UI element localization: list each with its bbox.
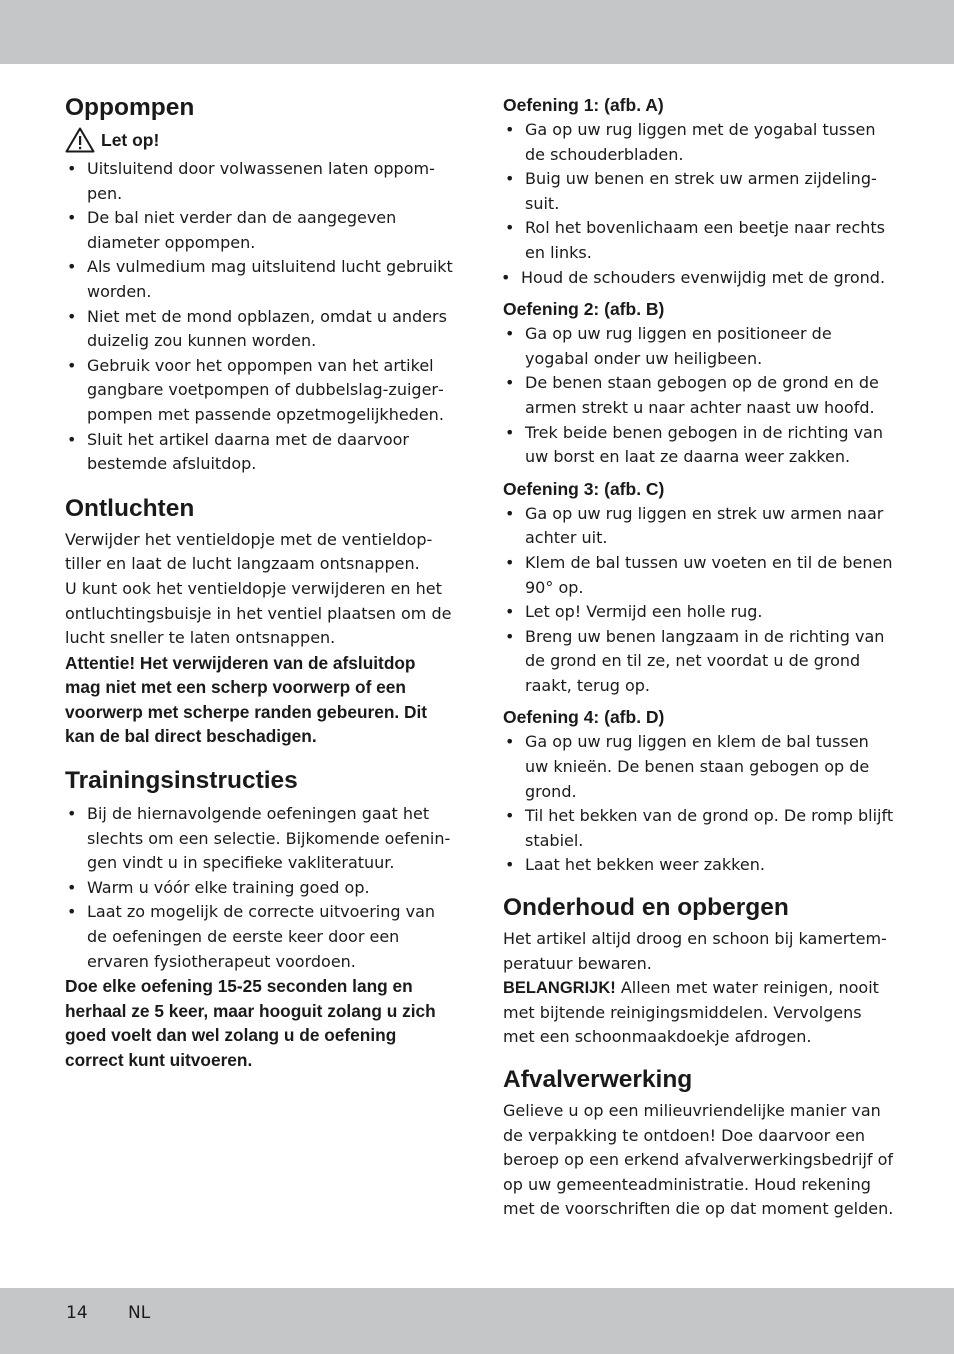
section-title-ontluchten: Ontluchten [65, 494, 195, 522]
warning-label: Let op! [101, 129, 160, 150]
onderhoud-text: Alleen met water reinigen, nooit met bijtende reinigingsmiddelen. Vervolgens met een schoonmaakdoekje afdrogen. [503, 978, 879, 1047]
exercise-3-title: Oefening 3: (afb. C) [503, 478, 665, 499]
language-code: NL [128, 1303, 151, 1323]
ontluchten-paragraph-1: Verwijder het ventieldopje met de ventieldoptiller en laat de lucht langzaam ontsnappen. [65, 529, 433, 574]
page-number: 14 [66, 1303, 88, 1323]
training-list [65, 802, 455, 974]
list-item: • Ga op uw rug liggen en strek uw armen naar achter uit. [503, 502, 895, 551]
exercise-4-list [503, 730, 895, 878]
list-item: • Uitsluitend door volwassenen laten oppompen. [65, 157, 455, 206]
section-title-onderhoud: Onderhoud en opbergen [503, 894, 789, 922]
warning-notice [65, 127, 455, 153]
afval-paragraph: Gelieve u op een milieuvriendelijke manier van de verpakking te ontdoen! Doe daarvoor een beroep op een erkend afvalverwerkingsbedrijf of op uw gemeenteadministratie. Houd rekening met de voorschriften die op dat moment gelden. [503, 1101, 894, 1219]
header-band [0, 0, 954, 64]
list-item: • Houd de schouders evenwijdig met de grond. [503, 266, 895, 291]
section-title-afval: Afvalverwerking [503, 1066, 693, 1093]
list-item: • De bal niet verder dan de aangegeven diameter oppompen. [65, 206, 455, 255]
list-item: • De benen staan gebogen op de grond en de armen strekt u naar achter naast uw hoofd. [503, 371, 895, 420]
ontluchten-paragraph-2: U kunt ook het ventieldopje verwijderen en het ontluchtingsbuisje in het ventiel plaatsen om de lucht sneller te laten ontsnappen. [65, 578, 452, 648]
exercise-2-title: Oefening 2: (afb. B) [503, 299, 665, 320]
attention-paragraph: Attentie! Het verwijderen van de afsluitdop mag niet met een scherp voorwerp of een voorwerp met scherpe randen gebeuren. Dit kan de bal direct beschadigen. [65, 652, 428, 747]
list-item: • Buig uw benen en strek uw armen zijdelingsuit. [503, 167, 895, 216]
list-item: • Ga op uw rug liggen met de yogabal tussen de schouderbladen. [503, 118, 895, 167]
list-item: • Gebruik voor het oppompen van het artikel gangbare voetpompen of dubbelslag-zuigerpompen met passende opzetmogelijkheden. [65, 354, 455, 428]
exercise-2-list [503, 322, 895, 470]
list-item: • Ga op uw rug liggen en klem de bal tussen uw knieën. De benen staan gebogen op de grond. [503, 730, 895, 804]
list-item: • Klem de bal tussen uw voeten en til de benen 90° op. [503, 551, 895, 600]
training-note: Doe elke oefening 15-25 seconden lang en herhaal ze 5 keer, maar hooguit zolang u zich goed voelt dan wel zolang u de oefening correct kunt uitvoeren. [65, 976, 436, 1070]
list-item: • Warm u vóór elke training goed op. [65, 876, 455, 901]
onderhoud-paragraph-1: Het artikel altijd droog en schoon bij kamertemperatuur bewaren. [503, 929, 887, 973]
important-label: BELANGRIJK! [503, 979, 616, 998]
list-item: • Let op! Vermijd een holle rug. [503, 600, 895, 625]
list-item: • Als vulmedium mag uitsluitend lucht gebruikt worden. [65, 255, 455, 304]
left-column [65, 92, 455, 1073]
list-item: • Trek beide benen gebogen in de richting van uw borst en laat ze daarna weer zakken. [503, 421, 895, 470]
exercise-1-list [503, 118, 895, 290]
list-item: • Sluit het artikel daarna met de daarvoor bestemde afsluitdop. [65, 428, 455, 477]
oppompen-list [65, 157, 455, 477]
exercise-1-title: Oefening 1: (afb. A) [503, 95, 664, 115]
list-item: • Laat zo mogelijk de correcte uitvoering van de oefeningen de eerste keer door een ervaren fysiotherapeut voordoen. [65, 900, 455, 974]
exercise-3-list [503, 502, 895, 699]
section-title-oppompen: Oppompen [65, 94, 195, 121]
list-item: • Rol het bovenlichaam een beetje naar rechts en links. [503, 216, 895, 265]
list-item: • Niet met de mond opblazen, omdat u anders duizelig zou kunnen worden. [65, 305, 455, 354]
list-item: • Bij de hiernavolgende oefeningen gaat het slechts om een selectie. Bijkomende oefeningen vindt u in specifieke vakliteratuur. [65, 802, 455, 876]
list-item: • Til het bekken van de grond op. De romp blijft stabiel. [503, 804, 895, 853]
section-title-training: Trainingsinstructies [65, 767, 298, 795]
onderhoud-paragraph-2 [503, 976, 895, 1050]
list-item: • Breng uw benen langzaam in de richting van de grond en til ze, net voordat u de grond raakt, terug op. [503, 625, 895, 699]
warning-triangle-icon [65, 127, 95, 153]
list-item: • Laat het bekken weer zakken. [503, 853, 895, 878]
right-column [503, 92, 895, 1222]
list-item: • Ga op uw rug liggen en positioneer de yogabal onder uw heiligbeen. [503, 322, 895, 371]
exercise-4-title: Oefening 4: (afb. D) [503, 707, 665, 728]
